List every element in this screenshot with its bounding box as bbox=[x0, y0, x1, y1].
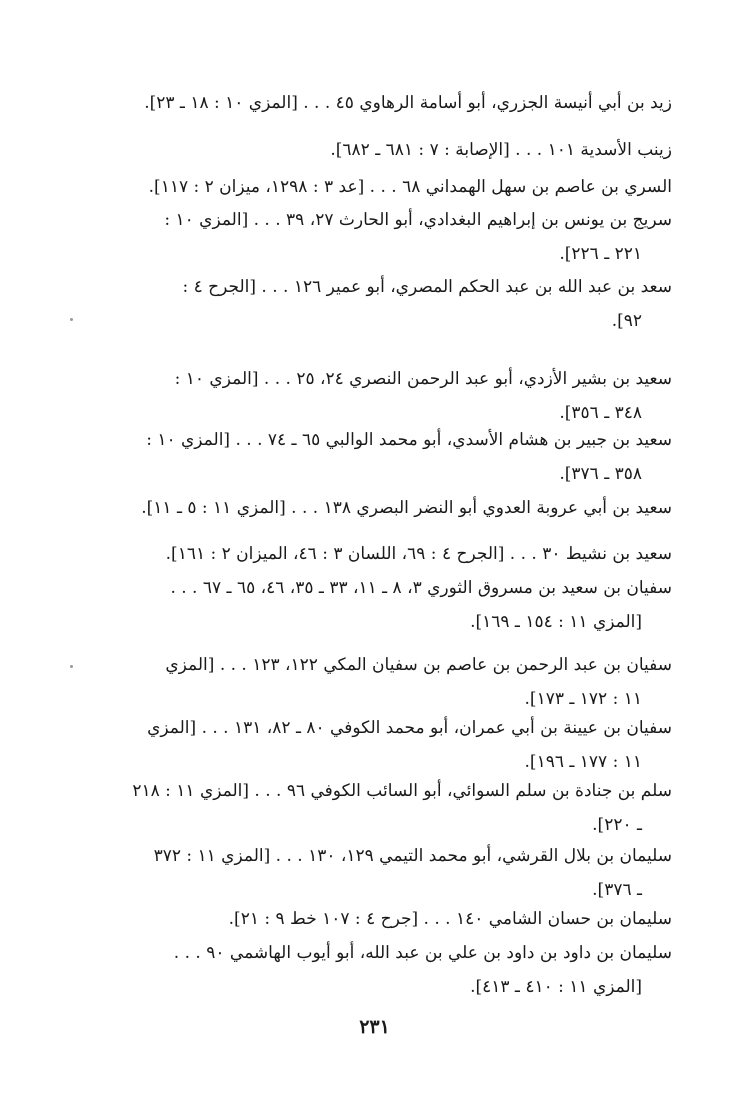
entry-continuation: ٣٥٨ ـ ٣٧٦]. bbox=[559, 464, 642, 484]
index-entry bbox=[112, 491, 672, 525]
index-entry bbox=[112, 774, 672, 842]
index-entry bbox=[112, 133, 672, 167]
entry-text: سفيان بن عيينة بن أبي عمران، أبو محمد الكوفي ٨٠ ـ ٨٢، ١٣١ . . . [المزي bbox=[147, 718, 672, 738]
index-entry bbox=[112, 648, 672, 716]
entry-text: سليمان بن داود بن داود بن علي بن عبد الله، أبو أيوب الهاشمي ٩٠ . . . bbox=[173, 943, 672, 963]
entry-text: سريج بن يونس بن إبراهيم البغدادي، أبو الحارث ٢٧، ٣٩ . . . [المزي ١٠ : bbox=[164, 210, 672, 230]
index-entry bbox=[112, 203, 672, 271]
index-entry bbox=[112, 362, 672, 430]
entry-text: سفيان بن سعيد بن مسروق الثوري ٣، ٨ ـ ١١، ٣٣ ـ ٣٥، ٤٦، ٦٥ ـ ٦٧ . . . bbox=[170, 578, 672, 598]
scan-speck bbox=[70, 665, 73, 668]
index-entry bbox=[112, 902, 672, 936]
index-entry bbox=[112, 839, 672, 907]
entry-text: سلم بن جنادة بن سلم السوائي، أبو السائب الكوفي ٩٦ . . . [المزي ١١ : ٢١٨ bbox=[132, 781, 672, 801]
entry-text: سعيد بن نشيط ٣٠ . . . [الجرح ٤ : ٦٩، اللسان ٣ : ٤٦، الميزان ٢ : ١٦١]. bbox=[165, 544, 672, 564]
entry-continuation: ٣٤٨ ـ ٣٥٦]. bbox=[559, 403, 642, 423]
entry-text: سليمان بن بلال القرشي، أبو محمد التيمي ١٢٩، ١٣٠ . . . [المزي ١١ : ٣٧٢ bbox=[153, 846, 672, 866]
scan-speck bbox=[70, 318, 73, 321]
entry-text: سعد بن عبد الله بن عبد الحكم المصري، أبو عمير ١٢٦ . . . [الجرح ٤ : bbox=[182, 277, 672, 297]
entry-continuation: ١١ : ١٧٢ ـ ١٧٣]. bbox=[524, 689, 642, 709]
index-entry bbox=[112, 711, 672, 779]
entry-continuation: ـ ٣٧٦]. bbox=[592, 880, 642, 900]
entry-continuation: ١١ : ١٧٧ ـ ١٩٦]. bbox=[524, 752, 642, 772]
entry-text: السري بن عاصم بن سهل الهمداني ٦٨ . . . [عد ٣ : ١٢٩٨، ميزان ٢ : ١١٧]. bbox=[148, 177, 672, 197]
entry-continuation: [المزي ١١ : ٤١٠ ـ ٤١٣]. bbox=[470, 977, 642, 997]
index-entry bbox=[112, 86, 672, 120]
entry-text: سعيد بن جبير بن هشام الأسدي، أبو محمد الوالبي ٦٥ ـ ٧٤ . . . [المزي ١٠ : bbox=[146, 430, 672, 450]
index-entry bbox=[112, 571, 672, 639]
entry-text: سعيد بن أبي عروبة العدوي أبو النضر البصري ١٣٨ . . . [المزي ١١ : ٥ ـ ١١]. bbox=[141, 498, 672, 518]
entry-continuation: ـ ٢٢٠]. bbox=[592, 815, 642, 835]
entry-text: سليمان بن حسان الشامي ١٤٠ . . . [جرح ٤ : ١٠٧ خط ٩ : ٢١]. bbox=[228, 909, 672, 929]
index-entry bbox=[112, 270, 672, 338]
index-entry bbox=[112, 170, 672, 204]
entry-continuation: ٩٢]. bbox=[611, 311, 642, 331]
entry-text: زينب الأسدية ١٠١ . . . [الإصابة : ٧ : ٦٨١ ـ ٦٨٢]. bbox=[330, 140, 672, 160]
index-entry bbox=[112, 936, 672, 1004]
page-number: ٢٣١ bbox=[359, 1016, 390, 1038]
index-entry bbox=[112, 537, 672, 571]
entry-text: سعيد بن بشير الأزدي، أبو عبد الرحمن النصري ٢٤، ٢٥ . . . [المزي ١٠ : bbox=[174, 369, 672, 389]
entry-continuation: [المزي ١١ : ١٥٤ ـ ١٦٩]. bbox=[470, 612, 642, 632]
index-entry bbox=[112, 423, 672, 491]
entry-continuation: ٢٢١ ـ ٢٢٦]. bbox=[559, 244, 642, 264]
entry-text: زيد بن أبي أنيسة الجزري، أبو أسامة الرهاوي ٤٥ . . . [المزي ١٠ : ١٨ ـ ٢٣]. bbox=[144, 93, 672, 113]
entry-text: سفيان بن عبد الرحمن بن عاصم بن سفيان المكي ١٢٢، ١٢٣ . . . [المزي bbox=[165, 655, 672, 675]
